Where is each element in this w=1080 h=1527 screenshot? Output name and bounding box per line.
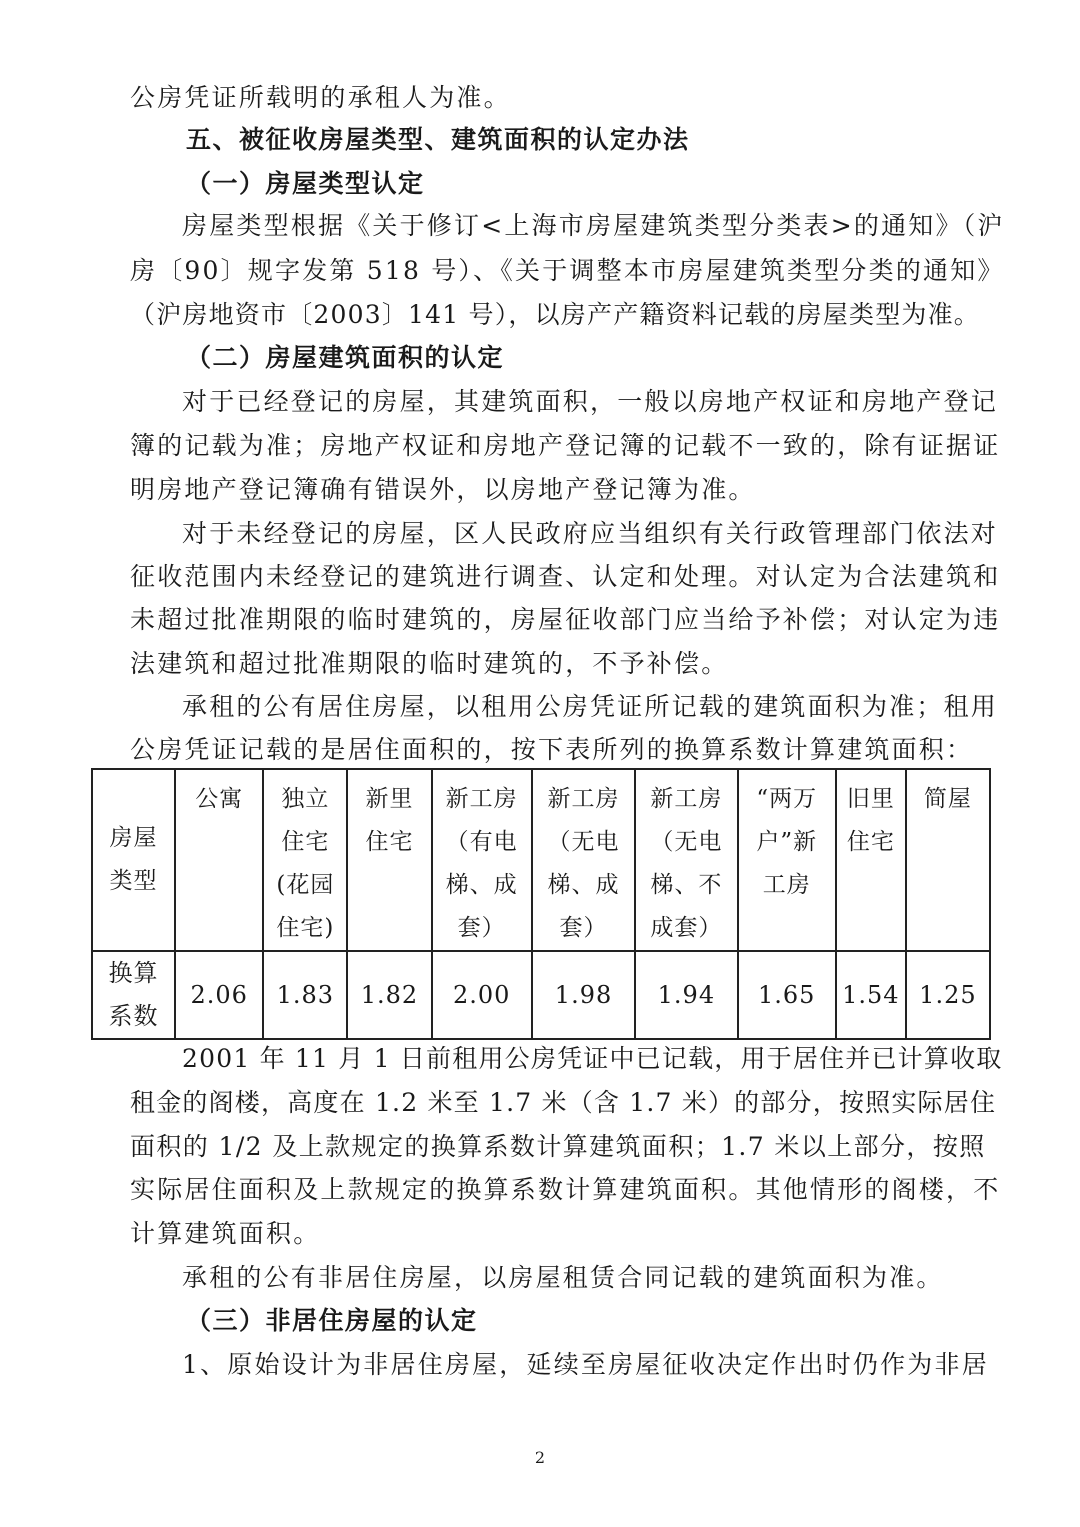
table-row-label: 房屋 类型 [92, 769, 175, 951]
table-value-row [92, 951, 990, 1039]
paragraph-line: 房〔90〕规字发第 518 号）、《关于调整本市房屋建筑类型分类的通知》 [130, 256, 1005, 285]
table-header-cell: “两万 户”新 工房 [738, 769, 836, 951]
paragraph-line: 房屋类型根据《关于修订<上海市房屋建筑类型分类表>的通知》（沪 [182, 211, 1005, 240]
page-number: 2 [534, 1448, 546, 1467]
table-header-cell: 旧里 住宅 [836, 769, 906, 951]
table-value-cell: 2.00 [432, 951, 532, 1039]
table-header-cell: 简屋 [906, 769, 990, 951]
subsection-heading: （一）房屋类型认定 [186, 169, 425, 198]
table-header-cell: 公寓 [175, 769, 263, 951]
table-header-row [92, 769, 990, 951]
table-value-cell: 1.98 [532, 951, 635, 1039]
table-value-cell: 1.54 [836, 951, 906, 1039]
table-value-cell: 1.25 [906, 951, 990, 1039]
subsection-heading: （二）房屋建筑面积的认定 [186, 343, 505, 372]
table-value-cell: 1.83 [263, 951, 347, 1039]
paragraph-line: 公房凭证所载明的承租人为准。 [130, 83, 511, 112]
table-value-cell: 1.65 [738, 951, 836, 1039]
table-header-cell: 新工房 （有电 梯、成 套） [432, 769, 532, 951]
paragraph-line: 计算建筑面积。 [130, 1219, 321, 1248]
paragraph-line: 明房地产登记簿确有错误外，以房地产登记簿为准。 [130, 475, 756, 504]
table-header-cell: 新里 住宅 [347, 769, 431, 951]
table-header-cell: 独立 住宅 (花园 住宅) [263, 769, 347, 951]
paragraph-line: （沪房地资市〔2003〕141 号），以房产产籍资料记载的房屋类型为准。 [130, 300, 980, 329]
paragraph-line: 簿的记载为准；房地产权证和房地产登记簿的记载不一致的，除有证据证 [130, 431, 1001, 460]
table-header-cell: 新工房 （无电 梯、不 成套） [635, 769, 737, 951]
table-value-cell: 1.82 [347, 951, 431, 1039]
paragraph-line: 1、原始设计为非居住房屋，延续至房屋征收决定作出时仍作为非居 [182, 1350, 989, 1379]
paragraph-line: 承租的公有居住房屋，以租用公房凭证所记载的建筑面积为准；租用 [182, 692, 999, 721]
paragraph-line: 未超过批准期限的临时建筑的，房屋征收部门应当给予补偿；对认定为违 [130, 605, 1001, 634]
section-heading: 五、被征收房屋类型、建筑面积的认定办法 [186, 125, 690, 154]
paragraph-line: 对于已经登记的房屋，其建筑面积，一般以房地产权证和房地产登记 [182, 387, 999, 416]
paragraph-line: 租金的阁楼，高度在 1.2 米至 1.7 米（含 1.7 米）的部分，按照实际居住 [130, 1088, 997, 1117]
conversion-factor-table [91, 768, 991, 1040]
paragraph-line: 公房凭证记载的是居住面积的，按下表所列的换算系数计算建筑面积： [130, 735, 974, 764]
table-value-cell: 2.06 [175, 951, 263, 1039]
paragraph-line: 征收范围内未经登记的建筑进行调查、认定和处理。对认定为合法建筑和 [130, 562, 1001, 591]
subsection-heading: （三）非居住房屋的认定 [186, 1306, 478, 1335]
table-value-cell: 1.94 [635, 951, 737, 1039]
paragraph-line: 实际居住面积及上款规定的换算系数计算建筑面积。其他情形的阁楼，不 [130, 1175, 1001, 1204]
paragraph-line: 2001 年 11 月 1 日前租用公房凭证中已记载，用于居住并已计算收取 [182, 1044, 1003, 1073]
paragraph-line: 面积的 1/2 及上款规定的换算系数计算建筑面积；1.7 米以上部分，按照 [130, 1132, 986, 1161]
table-header-cell: 新工房 （无电 梯、成 套） [532, 769, 635, 951]
table-row-label: 换算 系数 [92, 951, 175, 1039]
paragraph-line: 法建筑和超过批准期限的临时建筑的，不予补偿。 [130, 649, 729, 678]
paragraph-line: 对于未经登记的房屋，区人民政府应当组织有关行政管理部门依法对 [182, 519, 999, 548]
paragraph-line: 承租的公有非居住房屋，以房屋租赁合同记载的建筑面积为准。 [182, 1263, 944, 1292]
